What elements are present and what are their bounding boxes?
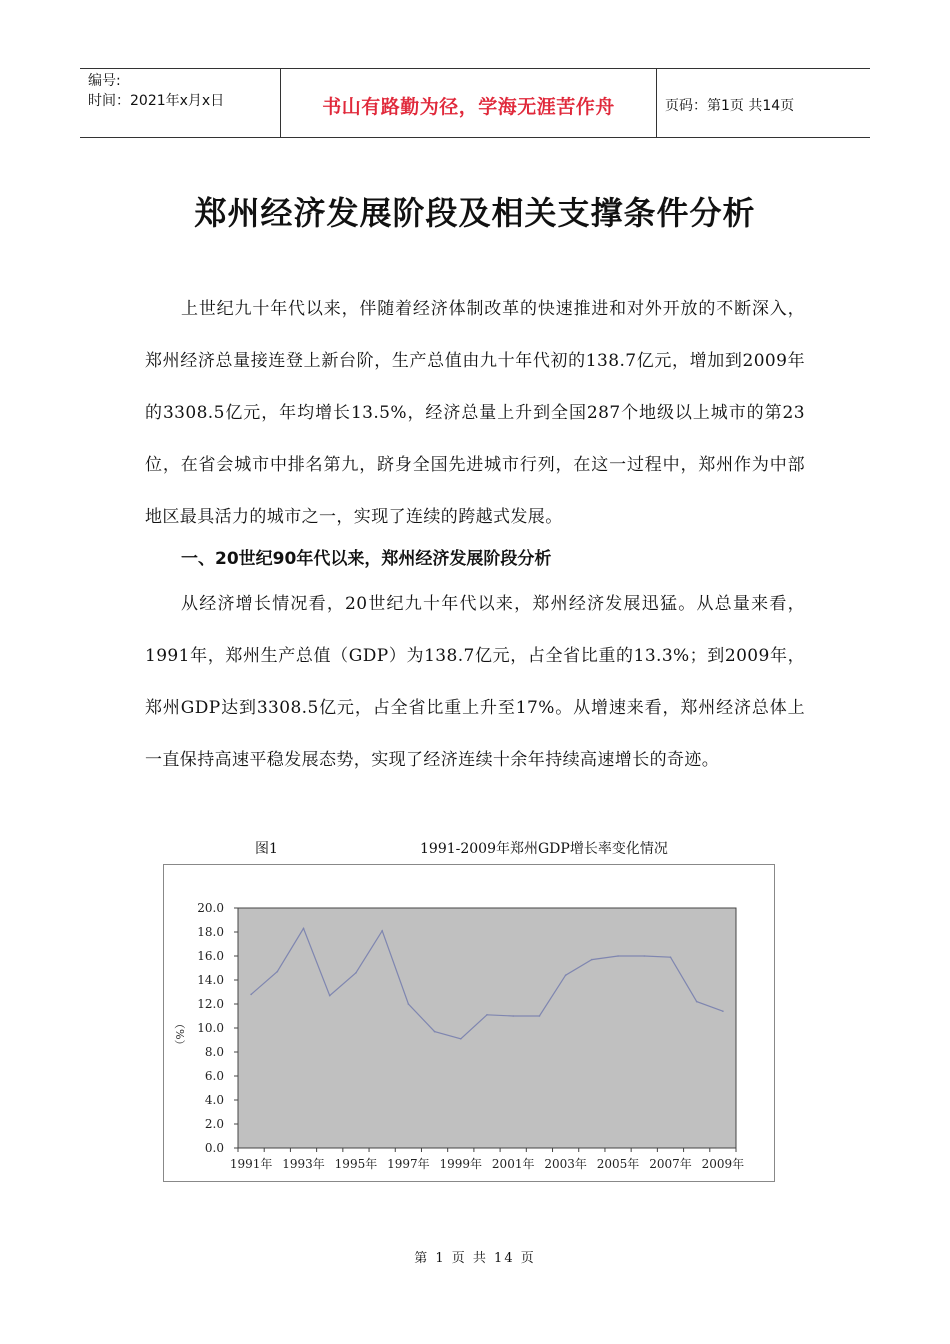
data-point [460, 1038, 462, 1040]
data-point [277, 971, 279, 973]
chart-frame [163, 864, 775, 1182]
x-tick-label: 2007年 [649, 1157, 692, 1171]
x-tick-label: 2001年 [491, 1157, 535, 1171]
data-point [539, 1015, 541, 1017]
figure-label: 图1 [255, 841, 278, 857]
document-title: 郑州经济发展阶段及相关支撑条件分析 [194, 194, 756, 232]
data-point [381, 930, 383, 932]
header-table [80, 68, 870, 138]
x-tick-label: 1993年 [282, 1157, 325, 1171]
data-point [722, 1010, 724, 1012]
x-tick-label: 2009年 [701, 1157, 745, 1171]
y-tick-label: 16.0 [197, 949, 224, 963]
gdp-growth-line-chart [164, 865, 774, 1181]
y-tick-label: 12.0 [197, 997, 224, 1011]
data-point [355, 972, 357, 974]
y-tick-label: 0.0 [204, 1141, 224, 1155]
y-tick-label: 10.0 [197, 1021, 224, 1035]
paragraph-growth: 从经济增长情况看，20世纪九十年代以来，郑州经济发展迅猛。从总量来看，1991年，郑州生产总值（GDP）为138.7亿元，占全省比重的13.3%；到2009年，郑州GDP达到3308.5亿元，占全省比重上升至17%。从增速来看，郑州经济总体上一直保持高速平稳发展态势，实现了经济连续十余年持续高速增长的奇迹。 [145, 594, 805, 770]
paragraph-intro: 上世纪九十年代以来，伴随着经济体制改革的快速推进和对外开放的不断深入，郑州经济总量接连登上新台阶，生产总值由九十年代初的138.7亿元，增加到2009年的3308.5亿元，年均增长13.5%，经济总量上升到全国287个地级以上城市的第23位，在省会城市中排名第九，跻身全国先进城市行列，在这一过程中，郑州作为中部地区最具活力的城市之一，实现了连续的跨越式发展。 [145, 299, 805, 527]
x-tick-label: 1991年 [229, 1157, 273, 1171]
y-tick-label: 18.0 [197, 925, 224, 939]
x-tick-label: 2005年 [596, 1157, 640, 1171]
data-point [643, 955, 645, 957]
data-point [329, 995, 331, 997]
y-tick-label: 6.0 [204, 1069, 224, 1083]
page-footer: 第 1 页 共 14 页 [414, 1251, 536, 1266]
date-label: 时间：2021年x月x日 [88, 93, 225, 109]
x-tick-label: 1999年 [439, 1157, 483, 1171]
motto: 书山有路勤为径，学海无涯苦作舟 [281, 69, 657, 137]
header-left-cell [80, 69, 281, 137]
data-point [670, 956, 672, 958]
data-point [591, 959, 593, 961]
y-tick-label: 14.0 [197, 973, 224, 987]
y-axis-label: （%） [173, 1018, 186, 1051]
plot-area [238, 908, 736, 1148]
number-label: 编号: [88, 73, 121, 89]
page-info: 页码：第1页 共14页 [665, 98, 795, 114]
y-tick-label: 20.0 [197, 901, 224, 915]
y-tick-label: 8.0 [204, 1045, 224, 1059]
data-point [486, 1014, 488, 1016]
data-point [303, 928, 305, 930]
data-point [434, 1031, 436, 1033]
data-point [696, 1001, 698, 1003]
data-point [250, 994, 252, 996]
data-point [617, 955, 619, 957]
data-point [512, 1015, 514, 1017]
data-point [565, 974, 567, 976]
section-heading-1: 一、20世纪90年代以来，郑州经济发展阶段分析 [181, 549, 552, 569]
x-tick-label: 1995年 [334, 1157, 378, 1171]
x-tick-label: 1997年 [387, 1157, 430, 1171]
figure-title: 1991-2009年郑州GDP增长率变化情况 [420, 841, 668, 857]
data-point [408, 1003, 410, 1005]
y-tick-label: 2.0 [204, 1117, 224, 1131]
x-tick-label: 2003年 [544, 1157, 587, 1171]
y-tick-label: 4.0 [204, 1093, 224, 1107]
